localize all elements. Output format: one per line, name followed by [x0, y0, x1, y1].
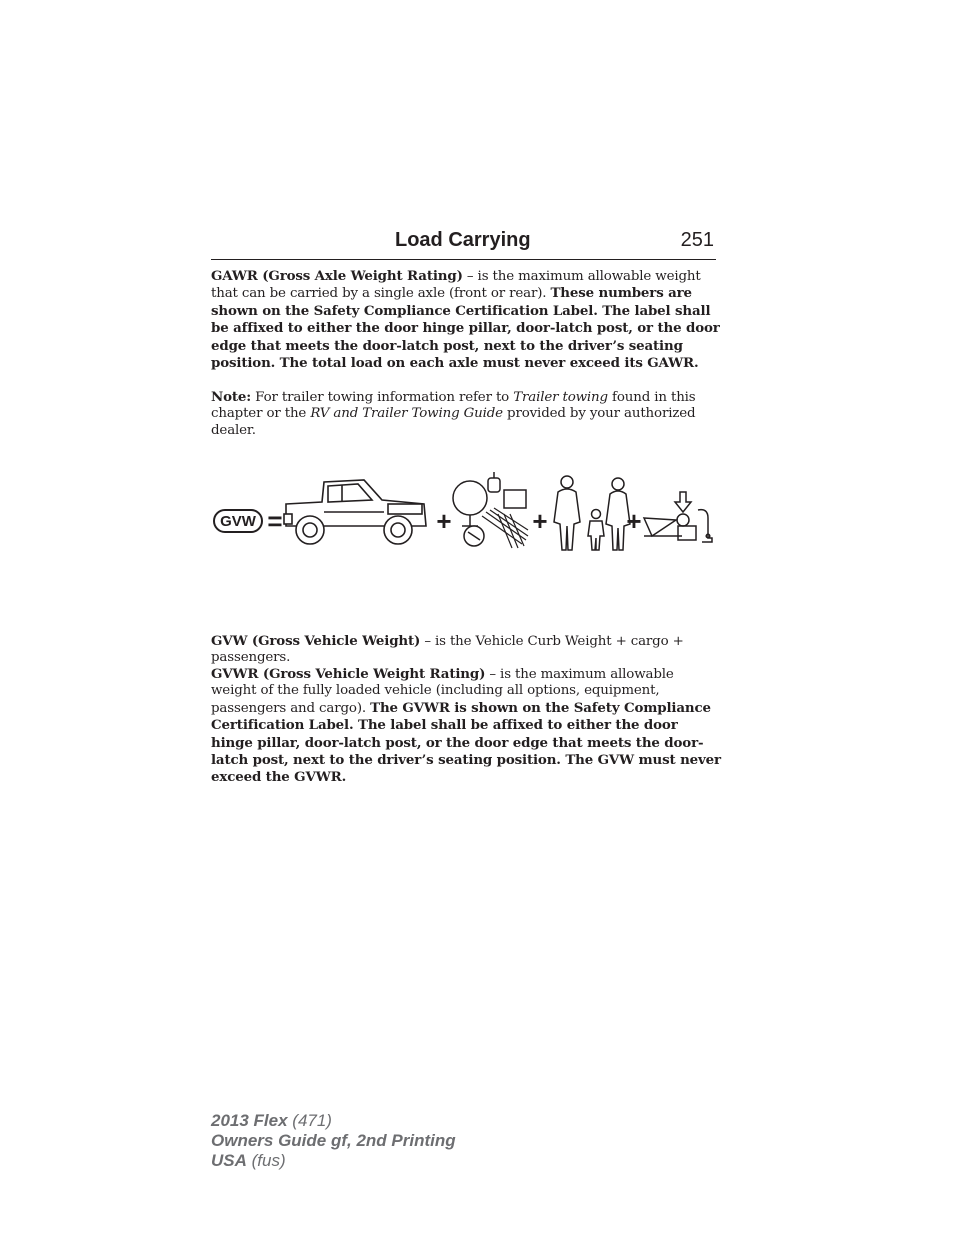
trailer-towing-reference: Trailer towing	[513, 390, 608, 405]
plus-sign: +	[532, 506, 548, 536]
gawr-emphasis: These numbers are shown on the Safety Compliance Certification Label. The label shall be affixed to either the door hinge pillar, door-latch post, or the door edge that meets the door-latch post, next to the driver’s seating position. The total load on each axle must never exceed its GAWR.	[211, 285, 720, 372]
gvw-definition: – is the Vehicle Curb Weight + cargo + passengers.	[211, 634, 684, 666]
page-number: 251	[680, 229, 714, 251]
footer-market: USA	[211, 1151, 247, 1170]
footer-market-code: (fus)	[246, 1151, 286, 1170]
towing-guide-reference: RV and Trailer Towing Guide	[310, 406, 503, 422]
footer-model-code: (471)	[287, 1111, 332, 1130]
note-label: Note:	[211, 389, 252, 405]
gvw-paragraph	[211, 633, 721, 667]
equals-sign: =	[267, 506, 283, 536]
cargo-icon	[453, 472, 528, 548]
footer-market-line	[211, 1151, 456, 1171]
gvw-diagram	[212, 464, 717, 556]
note-text: For trailer towing information refer to	[251, 390, 514, 405]
gvw-badge	[214, 510, 262, 532]
footer-model-line	[211, 1111, 456, 1131]
gawr-paragraph	[211, 268, 721, 372]
section-title: Load Carrying	[395, 229, 531, 251]
trailer-hitch-icon	[644, 492, 712, 542]
page-header	[211, 229, 716, 260]
gawr-definition: – is the maximum allowable weight that can be carried by a single axle (front or rear).	[211, 269, 701, 302]
footer-model: 2013 Flex	[211, 1111, 288, 1130]
plus-sign: +	[626, 506, 642, 536]
gvw-term: GVW (Gross Vehicle Weight)	[211, 633, 421, 649]
footer-edition: Owners Guide gf, 2nd Printing	[211, 1131, 456, 1150]
passengers-icon	[554, 476, 630, 550]
gvw-illustration	[212, 464, 717, 556]
pickup-truck-icon	[284, 480, 426, 544]
note-text: found in this chapter or the	[211, 390, 696, 422]
towing-note	[211, 389, 721, 439]
svg-text:GVW: GVW	[220, 513, 256, 530]
gvwr-emphasis: The GVWR is shown on the Safety Compliance Certification Label. The label shall be affixed to either the door hinge pillar, door-latch post, or the door edge that meets the door-latch post, next to the driver’s seating position. The GVW must never exceed the GVWR.	[211, 699, 721, 786]
gawr-term: GAWR (Gross Axle Weight Rating)	[211, 268, 463, 284]
gvwr-paragraph	[211, 666, 721, 787]
page-footer	[211, 1111, 456, 1171]
gvwr-definition: – is the maximum allowable weight of the fully loaded vehicle (including all options, equipment, passengers and cargo).	[211, 667, 674, 716]
gvwr-term: GVWR (Gross Vehicle Weight Rating)	[211, 666, 486, 682]
plus-sign: +	[436, 506, 452, 536]
footer-edition-line	[211, 1131, 456, 1151]
note-text: provided by your authorized dealer.	[211, 406, 696, 438]
